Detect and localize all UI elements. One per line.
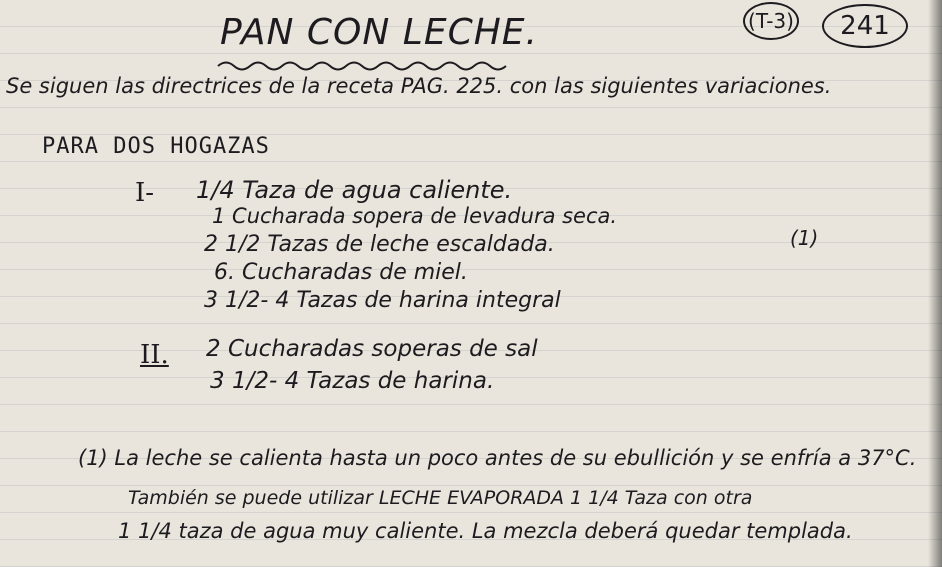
footnote-line: 1 1/4 taza de agua muy caliente. La mezcla deberá quedar templada.	[118, 519, 853, 543]
section-1-numeral: I-	[135, 178, 155, 208]
page-number-badge: 241	[822, 4, 908, 48]
footnote-line: También se puede utilizar LECHE EVAPORADA 1 1/4 Taza con otra	[128, 487, 753, 509]
section-2-item: 2 Cucharadas soperas de sal	[206, 336, 538, 362]
intro-text: Se siguen las directrices de la receta PAG. 225. con las siguientes variaciones.	[6, 74, 832, 98]
section-1-item: 1/4 Taza de agua caliente.	[196, 176, 513, 204]
section-1-item: 1 Cucharada sopera de levadura seca.	[212, 204, 618, 228]
page-title: PAN CON LECHE.	[220, 12, 538, 53]
reference-code-badge: (T-3)	[743, 2, 799, 40]
title-underline-squiggle	[216, 58, 516, 74]
section-1-item: 3 1/2- 4 Tazas de harina integral	[204, 288, 561, 313]
subheading: PARA DOS HOGAZAS	[42, 134, 270, 159]
section-1-item: 6. Cucharadas de miel.	[214, 260, 468, 285]
section-2-numeral: II.	[140, 340, 169, 370]
note-marker: (1)	[790, 226, 819, 250]
section-2-item: 3 1/2- 4 Tazas de harina.	[210, 368, 495, 394]
footnote-line: (1) La leche se calienta hasta un poco antes de su ebullición y se enfría a 37°C.	[78, 446, 917, 470]
section-1-item: 2 1/2 Tazas de leche escaldada.	[204, 232, 555, 257]
